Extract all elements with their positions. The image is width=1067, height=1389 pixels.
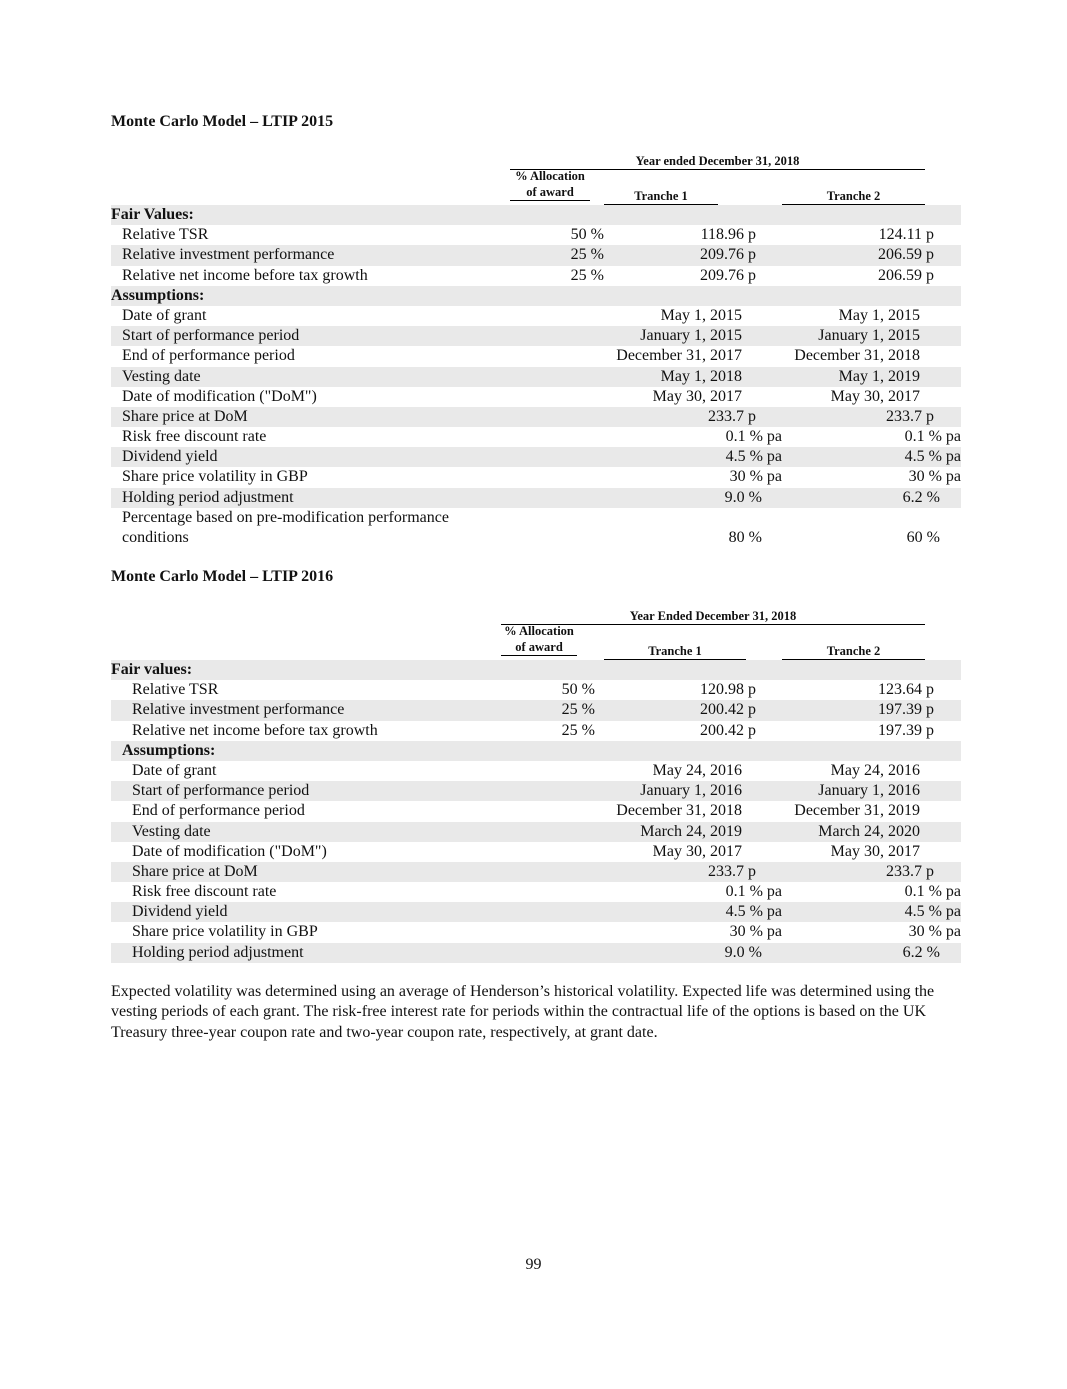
table-row [111, 902, 961, 922]
tranche2-cell: December 31, 2019 [794, 802, 920, 820]
tranche1-cell: 0.1 % pa [725, 428, 782, 446]
allocation-cell: 25 % [570, 246, 604, 264]
tranche2-cell: 6.2 % [902, 488, 940, 506]
table-row [111, 761, 961, 781]
tranche2-cell: 206.59 p [878, 246, 934, 264]
table-row [111, 741, 961, 761]
row-label: Percentage based on pre-modification performance conditions [122, 508, 449, 547]
row-label: Relative TSR [122, 226, 209, 244]
table-row [111, 447, 961, 467]
tranche2-cell: 233.7 p [886, 407, 934, 425]
row-label: Start of performance period [122, 327, 300, 345]
table-row [111, 842, 961, 862]
tranche2-cell: 6.2 % [902, 943, 940, 961]
table-row [111, 943, 961, 963]
allocation-header-line1: % Allocation [504, 624, 574, 638]
tranche1-cell: 233.7 p [708, 407, 756, 425]
table-row [111, 427, 961, 447]
row-label: Dividend yield [122, 448, 218, 466]
column-group-header: Year ended December 31, 2018 [510, 153, 925, 170]
section-label: Assumptions: [122, 741, 216, 759]
tranche1-cell: December 31, 2017 [616, 347, 742, 365]
tranche1-cell: 4.5 % pa [725, 903, 782, 921]
tranche2-cell: 0.1 % pa [904, 428, 961, 446]
tranche2-cell: 123.64 p [878, 681, 934, 699]
tranche2-cell: May 30, 2017 [830, 842, 920, 860]
tranche1-column-header: Tranche 1 [604, 644, 746, 660]
table-row [111, 781, 961, 801]
tranche2-cell: May 30, 2017 [830, 387, 920, 405]
table-row [111, 721, 961, 741]
tranche1-cell: December 31, 2018 [616, 802, 742, 820]
table-row [111, 467, 961, 487]
section-label: Fair values: [111, 661, 193, 678]
allocation-header-line2: of award [526, 184, 574, 199]
allocation-header-line1: % Allocation [515, 169, 585, 183]
table-header [111, 608, 961, 660]
page-number: 99 [525, 1256, 542, 1273]
tranche1-cell: 120.98 p [700, 681, 756, 699]
row-label: Relative investment performance [122, 246, 335, 264]
tranche2-cell: December 31, 2018 [794, 347, 920, 365]
row-label: Vesting date [122, 367, 201, 385]
tranche2-cell: 124.11 p [878, 226, 934, 244]
section-label: Assumptions: [111, 286, 205, 304]
row-label: End of performance period [132, 802, 305, 820]
table-row [111, 922, 961, 942]
row-label: Date of modification ("DoM") [122, 387, 317, 405]
row-label: Relative investment performance [132, 701, 345, 719]
table-row [111, 387, 961, 407]
tranche2-cell: May 1, 2015 [838, 306, 920, 324]
tranche1-cell: January 1, 2015 [640, 327, 742, 345]
tranche2-cell: January 1, 2015 [818, 327, 920, 345]
tranche1-cell: 118.96 p [700, 226, 756, 244]
row-label: Share price volatility in GBP [122, 468, 308, 486]
table-row [111, 245, 961, 265]
row-label: Dividend yield [132, 903, 228, 921]
tranche2-cell: 4.5 % pa [904, 448, 961, 466]
table-row [111, 286, 961, 306]
row-label: Risk free discount rate [132, 883, 277, 901]
tranche2-cell: March 24, 2020 [818, 822, 920, 840]
table-row [111, 660, 961, 680]
tranche2-cell: 30 % pa [908, 923, 961, 941]
table-row [111, 306, 961, 326]
table-row [111, 508, 961, 548]
allocation-cell: 25 % [570, 266, 604, 284]
footnote-paragraph: Expected volatility was determined using an average of Henderson’s historical volatility. Expected life was determined using the vesting periods of each grant. The risk-free interest rate for periods within the contractual life of the options is based on the UK Treasury three-year coupon rate and two-year coupon rate, respectively, at grant date. [111, 983, 935, 1041]
table-row [111, 488, 961, 508]
allocation-column-header [510, 169, 590, 201]
tranche1-cell: March 24, 2019 [640, 822, 742, 840]
row-label: Vesting date [132, 822, 211, 840]
tranche2-cell: 233.7 p [886, 862, 934, 880]
tranche1-cell: January 1, 2016 [640, 782, 742, 800]
row-label: Holding period adjustment [122, 488, 294, 506]
table-row [111, 326, 961, 346]
tranche2-cell: 197.39 p [878, 721, 934, 739]
row-label: Holding period adjustment [132, 943, 304, 961]
row-label: Date of grant [132, 761, 217, 779]
table-row [111, 680, 961, 700]
row-label: Relative net income before tax growth [122, 266, 368, 284]
table-row [111, 801, 961, 821]
column-group-header: Year Ended December 31, 2018 [501, 608, 925, 625]
table-row [111, 346, 961, 366]
tranche2-cell: January 1, 2016 [818, 782, 920, 800]
tranche2-cell: 30 % pa [908, 468, 961, 486]
table-row [111, 205, 961, 225]
table-row [111, 266, 961, 286]
row-label: Share price at DoM [132, 862, 258, 880]
tranche1-cell: May 24, 2016 [652, 761, 742, 779]
table-row [111, 822, 961, 842]
row-label: Date of modification ("DoM") [132, 842, 327, 860]
allocation-cell: 25 % [561, 701, 595, 719]
row-label: Relative net income before tax growth [132, 721, 378, 739]
row-label: Risk free discount rate [122, 428, 267, 446]
table-row [111, 862, 961, 882]
tranche1-cell: 9.0 % [724, 943, 762, 961]
table-row [111, 225, 961, 245]
tranche1-cell: 30 % pa [729, 468, 782, 486]
tranche1-cell: May 30, 2017 [652, 842, 742, 860]
row-label: Date of grant [122, 306, 207, 324]
tranche1-cell: 209.76 p [700, 266, 756, 284]
allocation-cell: 50 % [570, 226, 604, 244]
tranche2-cell: 60 % [906, 529, 940, 546]
tranche1-cell: 0.1 % pa [725, 883, 782, 901]
tranche2-column-header: Tranche 2 [782, 189, 925, 205]
allocation-cell: 50 % [561, 681, 595, 699]
row-label: Start of performance period [132, 782, 310, 800]
tranche1-cell: 200.42 p [700, 701, 756, 719]
table-row [111, 882, 961, 902]
tranche1-cell: 80 % [728, 529, 762, 546]
section-title-ltip-2015: Monte Carlo Model – LTIP 2015 [111, 113, 334, 130]
allocation-cell: 25 % [561, 721, 595, 739]
tranche1-cell: May 1, 2018 [660, 367, 742, 385]
section-label: Fair Values: [111, 206, 194, 223]
tranche2-cell: 4.5 % pa [904, 903, 961, 921]
tranche2-cell: 0.1 % pa [904, 883, 961, 901]
row-label: Relative TSR [132, 681, 219, 699]
tranche2-column-header: Tranche 2 [782, 644, 925, 660]
tranche1-cell: May 30, 2017 [652, 387, 742, 405]
tranche1-cell: 30 % pa [729, 923, 782, 941]
section-title-ltip-2016: Monte Carlo Model – LTIP 2016 [111, 568, 334, 585]
allocation-header-line2: of award [515, 639, 563, 654]
table-row [111, 367, 961, 387]
tranche1-column-header: Tranche 1 [604, 189, 718, 205]
table-row [111, 700, 961, 720]
allocation-column-header [501, 624, 577, 656]
tranche2-cell: May 1, 2019 [838, 367, 920, 385]
row-label: Share price volatility in GBP [132, 923, 318, 941]
tranche1-cell: 233.7 p [708, 862, 756, 880]
row-label: Share price at DoM [122, 407, 248, 425]
tranche2-cell: 206.59 p [878, 266, 934, 284]
tranche1-cell: 9.0 % [724, 488, 762, 506]
row-label: End of performance period [122, 347, 295, 365]
table-ltip-2015 [111, 153, 961, 548]
tranche1-cell: 200.42 p [700, 721, 756, 739]
tranche1-cell: 209.76 p [700, 246, 756, 264]
tranche1-cell: 4.5 % pa [725, 448, 782, 466]
tranche2-cell: 197.39 p [878, 701, 934, 719]
tranche2-cell: May 24, 2016 [830, 761, 920, 779]
tranche1-cell: May 1, 2015 [660, 306, 742, 324]
table-row [111, 407, 961, 427]
table-header [111, 153, 961, 205]
table-ltip-2016 [111, 608, 961, 963]
